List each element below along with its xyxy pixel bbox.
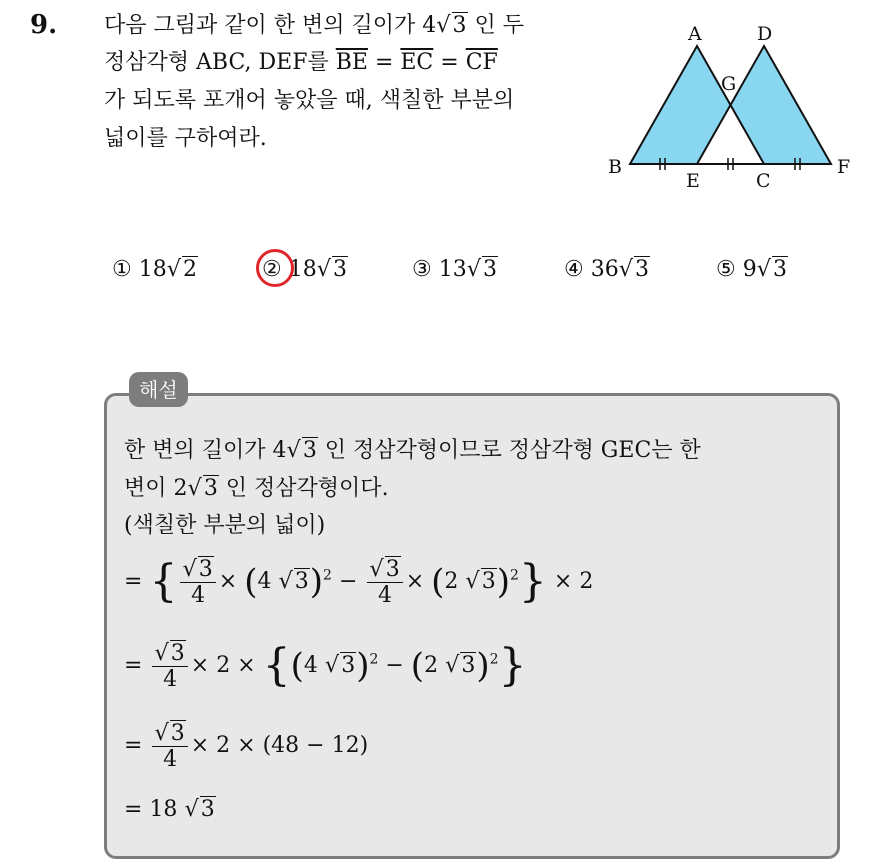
- label-f: F: [837, 156, 851, 178]
- question-line-2: 정삼각형 ABC, DEF를 $\overline{BE} = \overline{EC} = \overline{CF}$: [104, 50, 498, 75]
- solution-line-2: 변이 2√3 인 정삼각형이다.: [124, 475, 389, 501]
- label-d: D: [757, 23, 773, 45]
- triangle-figure: [600, 18, 870, 194]
- question-line-3: 가 되도록 포개어 놓았을 때, 색칠한 부분의: [104, 88, 515, 113]
- equation-1: = { $\frac{√3}{4}$ × (4 √3)$^2$ − $\frac{√3}{4}$ × (2 √3)$^2$} × 2: [124, 556, 594, 608]
- equation-4-answer: = 18 √3: [124, 796, 215, 822]
- choice-5[interactable]: ⑤ 9√3: [716, 256, 788, 282]
- solution-line-3: (색칠한 부분의 넓이): [124, 513, 326, 538]
- question-line-4: 넓이를 구하여라.: [104, 126, 267, 151]
- label-a: A: [688, 23, 702, 45]
- question-line-1: 다음 그림과 같이 한 변의 길이가 4√3 인 두: [104, 12, 525, 38]
- label-b: B: [608, 156, 622, 178]
- choice-4[interactable]: ④ 36√3: [564, 256, 650, 282]
- label-g: G: [721, 73, 737, 95]
- choice-3[interactable]: ③ 13√3: [412, 256, 498, 282]
- label-c: C: [756, 170, 771, 192]
- choice-1[interactable]: ① 18√2: [112, 256, 198, 282]
- solution-tag: 해설: [129, 372, 188, 407]
- choice-2[interactable]: ② 18√3: [262, 256, 348, 282]
- equation-2: = $\frac{√3}{4}$ × 2 × {(4 √3)$^2$ − (2 √3)$^2$}: [124, 640, 527, 692]
- label-e: E: [686, 170, 700, 192]
- question-number: 9.: [30, 10, 58, 40]
- selected-answer-circle: [256, 249, 294, 287]
- equation-3: = $\frac{√3}{4}$ × 2 × (48 − 12): [124, 720, 369, 772]
- solution-line-1: 한 변의 길이가 4√3 인 정삼각형이므로 정삼각형 GEC는 한: [124, 437, 701, 463]
